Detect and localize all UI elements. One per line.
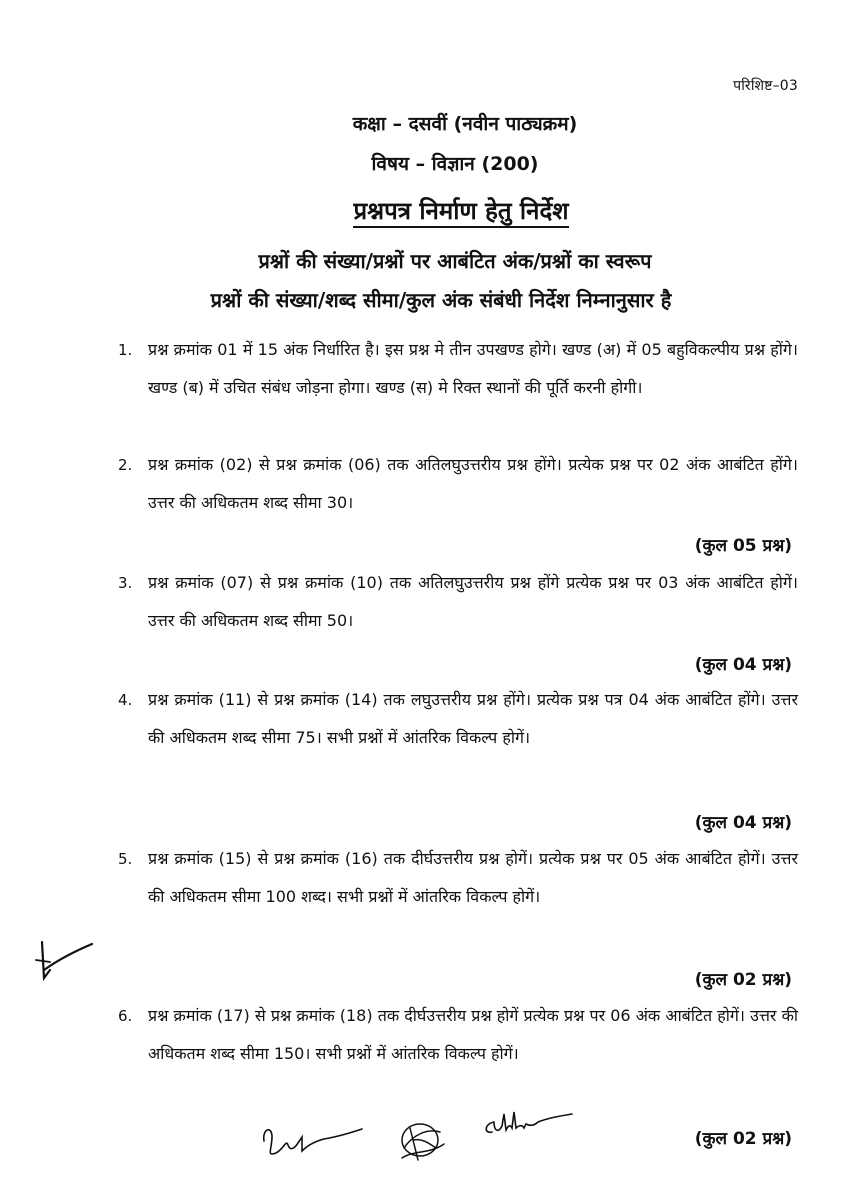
item-text: प्रश्न क्रमांक (15) से प्रश्न क्रमांक (16) तक दीर्घउत्तरीय प्रश्न होगें। प्रत्येक प्रश्न पर 05 अंक आबंटित होगें। उत्तर की अधिकतम सीमा 100 शब्द। सभी प्रश्नों में आंतरिक विकल्प होगें। bbox=[148, 849, 798, 906]
item-number: 5. bbox=[118, 850, 133, 868]
signature-3 bbox=[478, 1104, 578, 1150]
item-3-total: (कुल 04 प्रश्न) bbox=[694, 655, 792, 675]
instruction-item-4 bbox=[118, 681, 798, 757]
item-5-total: (कुल 02 प्रश्न) bbox=[694, 970, 792, 990]
instruction-item-6 bbox=[118, 997, 798, 1073]
item-4-total: (कुल 04 प्रश्न) bbox=[694, 813, 792, 833]
item-number: 4. bbox=[118, 691, 133, 709]
item-text: प्रश्न क्रमांक (11) से प्रश्न क्रमांक (14) तक लघुउत्तरीय प्रश्न होंगे। प्रत्येक प्रश्न पत्र 04 अंक आबंटित होंगे। उत्तर की अधिकतम शब्द सीमा 75। सभी प्रश्नों में आंतरिक विकल्प होगें। bbox=[148, 690, 798, 747]
margin-check-mark bbox=[28, 930, 98, 990]
annexure-label: परिशिष्ट–03 bbox=[733, 78, 798, 94]
item-text: प्रश्न क्रमांक (02) से प्रश्न क्रमांक (06) तक अतिलघुउत्तरीय प्रश्न होंगे। प्रत्येक प्रश्न पर 02 अंक आबंटित होंगे। उत्तर की अधिकतम शब्द सीमा 30। bbox=[148, 455, 798, 512]
subtitle-line-1: प्रश्नों की संख्या/प्रश्नों पर आबंटित अंक/प्रश्नों का स्वरूप bbox=[258, 249, 652, 273]
item-6-total: (कुल 02 प्रश्न) bbox=[694, 1129, 792, 1149]
item-number: 1. bbox=[118, 341, 133, 359]
signature-1 bbox=[258, 1115, 368, 1165]
item-2-total: (कुल 05 प्रश्न) bbox=[694, 536, 792, 556]
instruction-item-3 bbox=[118, 564, 798, 640]
item-text: प्रश्न क्रमांक (17) से प्रश्न क्रमांक (18) तक दीर्घउत्तरीय प्रश्न होगें प्रत्येक प्रश्न पर 06 अंक आबंटित होगें। उत्तर की अधिकतम शब्द सीमा 150। सभी प्रश्नों में आंतरिक विकल्प होगें। bbox=[148, 1006, 798, 1063]
instruction-item-5 bbox=[118, 840, 798, 916]
item-number: 3. bbox=[118, 574, 133, 592]
item-number: 2. bbox=[118, 456, 133, 474]
item-text: प्रश्न क्रमांक 01 में 15 अंक निर्धारित है। इस प्रश्न मे तीन उपखण्ड होगे। खण्ड (अ) में 05 बहुविकल्पीय प्रश्न होंगे। खण्ड (ब) में उचित संबंध जोड़ना होगा। खण्ड (स) मे रिक्त स्थानों की पूर्ति करनी होगी। bbox=[148, 340, 798, 397]
subtitle-line-2: प्रश्नों की संख्या/शब्द सीमा/कुल अंक संबंधी निर्देश निम्नानुसार है bbox=[210, 288, 672, 312]
item-number: 6. bbox=[118, 1007, 133, 1025]
instruction-item-2 bbox=[118, 446, 798, 522]
signature-2 bbox=[392, 1108, 452, 1168]
item-text: प्रश्न क्रमांक (07) से प्रश्न क्रमांक (10) तक अतिलघुउत्तरीय प्रश्न होंगे प्रत्येक प्रश्न पर 03 अंक आबंटित होगें। उत्तर की अधिकतम शब्द सीमा 50। bbox=[148, 573, 798, 630]
document-title bbox=[36, 194, 850, 227]
instruction-item-1 bbox=[118, 331, 798, 407]
subject-line: विषय – विज्ञान (200) bbox=[371, 153, 539, 175]
document-title-text: प्रश्नपत्र निर्माण हेतु निर्देश bbox=[353, 197, 568, 228]
class-line: कक्षा – दसवीं (नवीन पाठ्यक्रम) bbox=[352, 113, 578, 135]
